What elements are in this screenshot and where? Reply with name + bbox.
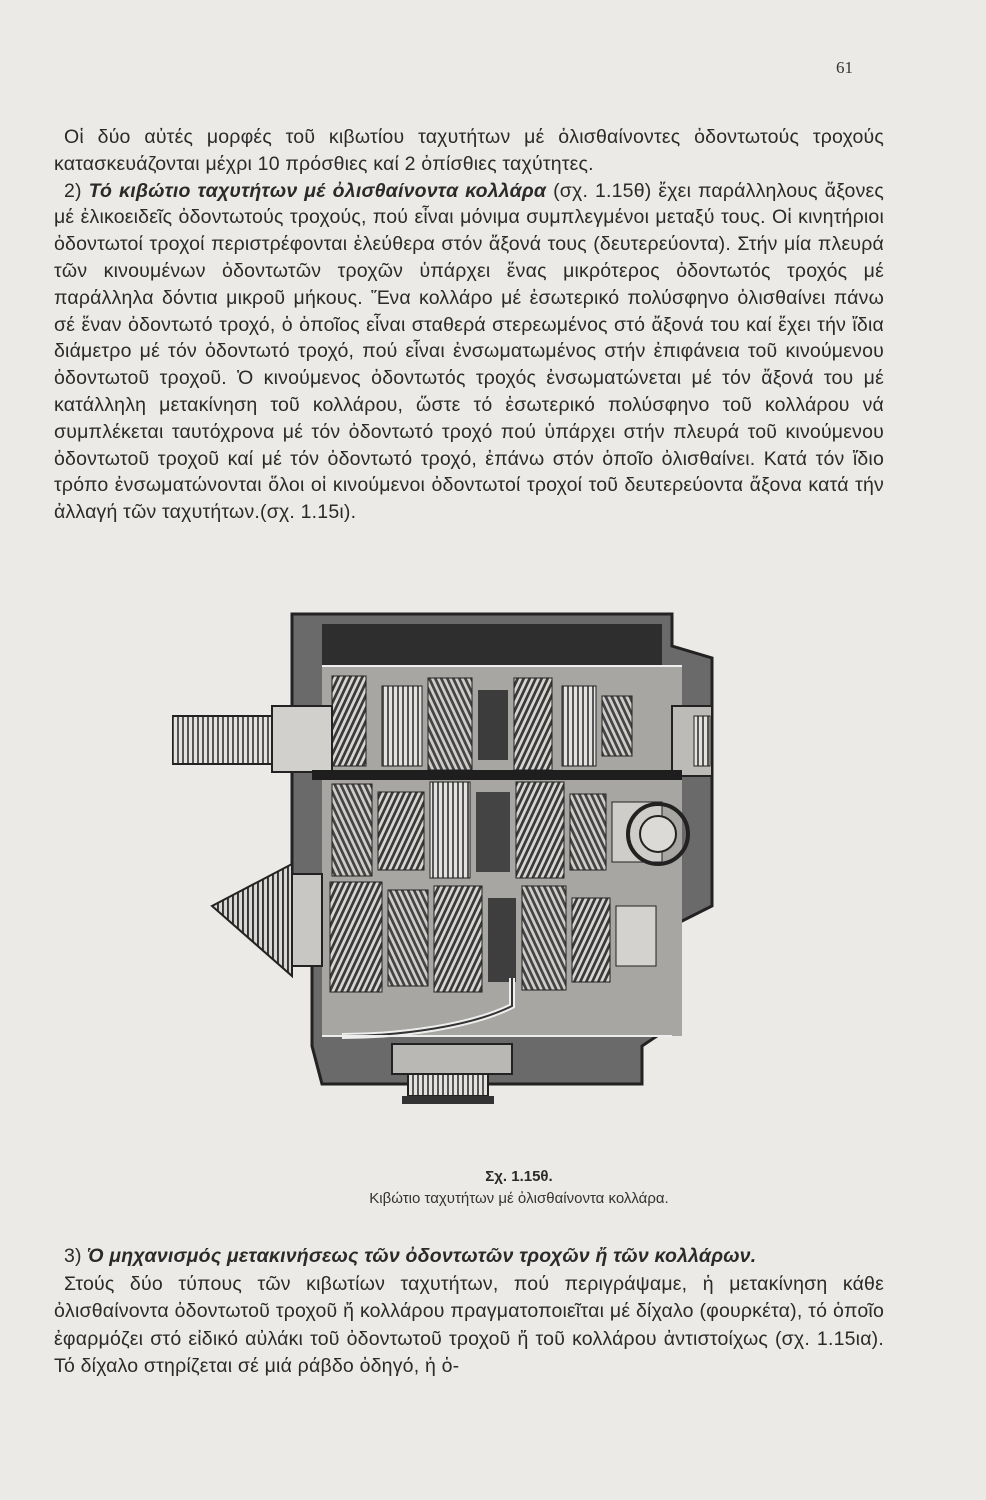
gearbox-drawing	[172, 606, 720, 1126]
section-2-heading: Τό κιβώτιο ταχυτήτων μέ ὀλισθαίνοντα κολλάρα	[88, 179, 547, 202]
paragraph-sliding-collar	[54, 178, 884, 526]
section-3-heading-line	[54, 1243, 884, 1271]
section-3-prefix: 3)	[64, 1245, 88, 1267]
figure-number: Σχ. 1.15θ.	[485, 1168, 553, 1185]
top-text-block	[54, 124, 884, 526]
paragraph-fork-mechanism	[54, 1271, 884, 1381]
paragraph-fork-text: Στούς δύο τύπους τῶν κιβωτίων ταχυτήτων, πού περιγράψαμε, ἡ μετακίνηση κάθε ὀλισθαίνοντα ὀδοντωτοῦ τροχοῦ ἤ κολλάρου πραγματοποιεῖται μέ δίχαλο (φουρκέτα), τό ὁποῖο ἐφαρμόζει στό εἰδικό αὐλάκι τοῦ ὀδοντωτοῦ τροχοῦ ἤ τοῦ κολλάρου ἀντιστοίχως (σχ. 1.15ια). Τό δίχαλο στηρίζεται σέ μιά ράβδο ὀδηγό, ἡ ὁ-	[54, 1272, 884, 1377]
gearbox-cutaway-figure	[172, 606, 720, 1126]
paragraph-intro-text: Οἱ δύο αὐτές μορφές τοῦ κιβωτίου ταχυτήτων μέ ὀλισθαίνοντες ὀδοντωτούς τροχούς κατασκευάζονται μέχρι 10 πρόσθιες καί 2 ὀπίσθιες ταχύτητες.	[54, 126, 884, 175]
page-number: 61	[836, 58, 853, 77]
paragraph-intro	[54, 124, 884, 178]
section-2-text: (σχ. 1.15θ) ἔχει παράλληλους ἄξονες μέ ἐλικοειδεῖς ὀδοντωτούς τροχούς, πού εἶναι μόνιμα συμπλεγμένοι μεταξύ τους. Οἱ κινητήριοι ὀδοντωτοί τροχοί περιστρέφονται ἐλεύθερα στόν ἄξονά τους (δευτερεύοντα). Στήν μία πλευρά τῶν κινουμένων ὀδοντωτῶν τροχῶν ὑπάρχει ἕνας μικρότερος ὀδοντωτός τροχός μέ παράλληλα δόντια μικροῦ μήκους. Ἕνα κολλάρο μέ ἐσωτερικό πολύσφηνο ὀλισθαίνει πάνω σέ ἕναν ὀδοντωτό τροχό, ὁ ὁποῖος εἶναι σταθερά στερεωμένος στό ἄξονά του καί ἔχει τήν ἴδια διάμετρο μέ τόν ὀδοντωτό τροχό, πού εἶναι ἐνσωματωμένος στήν ἐπιφάνεια τοῦ κινούμενου ὀδοντωτοῦ τροχοῦ. Ὁ κινούμενος ὀδοντωτός τροχός ἐνσωματώνεται μέ τόν ἄξονά του μέ κατάλληλη μετακίνηση τοῦ κολλάρου, ὥστε τό ἐσωτερικό πολύσφηνο τοῦ κολλάρου νά συμπλέκεται ταυτόχρονα μέ τόν ὀδοντωτό τροχό πού ὑπάρχει στήν πλευρά τοῦ κινούμενου ὀδοντωτοῦ τροχοῦ καί μέ τόν ὀδοντωτό τροχό, ἐπάνω στόν ὁποῖο ὀλισθαίνει. Κατά τόν ἴδιο τρόπο ἐνσωματώνονται ὅλοι οἱ κινούμενοι ὀδοντωτοί τροχοί τοῦ δευτερεύοντα ἄξονα κατά τήν ἀλλαγή τῶν ταχυτήτων.(σχ. 1.15ι).	[54, 179, 885, 524]
lower-gear-row	[330, 882, 656, 992]
input-shaft	[172, 716, 272, 764]
figure-caption: Κιβώτιο ταχυτήτων μέ ὀλισθαίνοντα κολλάρα.	[369, 1190, 669, 1207]
section-2-prefix: 2)	[64, 179, 89, 202]
section-3-heading: Ὁ μηχανισμός μετακινήσεως τῶν ὀδοντωτῶν τροχῶν ἤ τῶν κολλάρων.	[87, 1245, 757, 1267]
oil-pump	[392, 1044, 512, 1074]
bottom-text-block	[54, 1243, 884, 1381]
